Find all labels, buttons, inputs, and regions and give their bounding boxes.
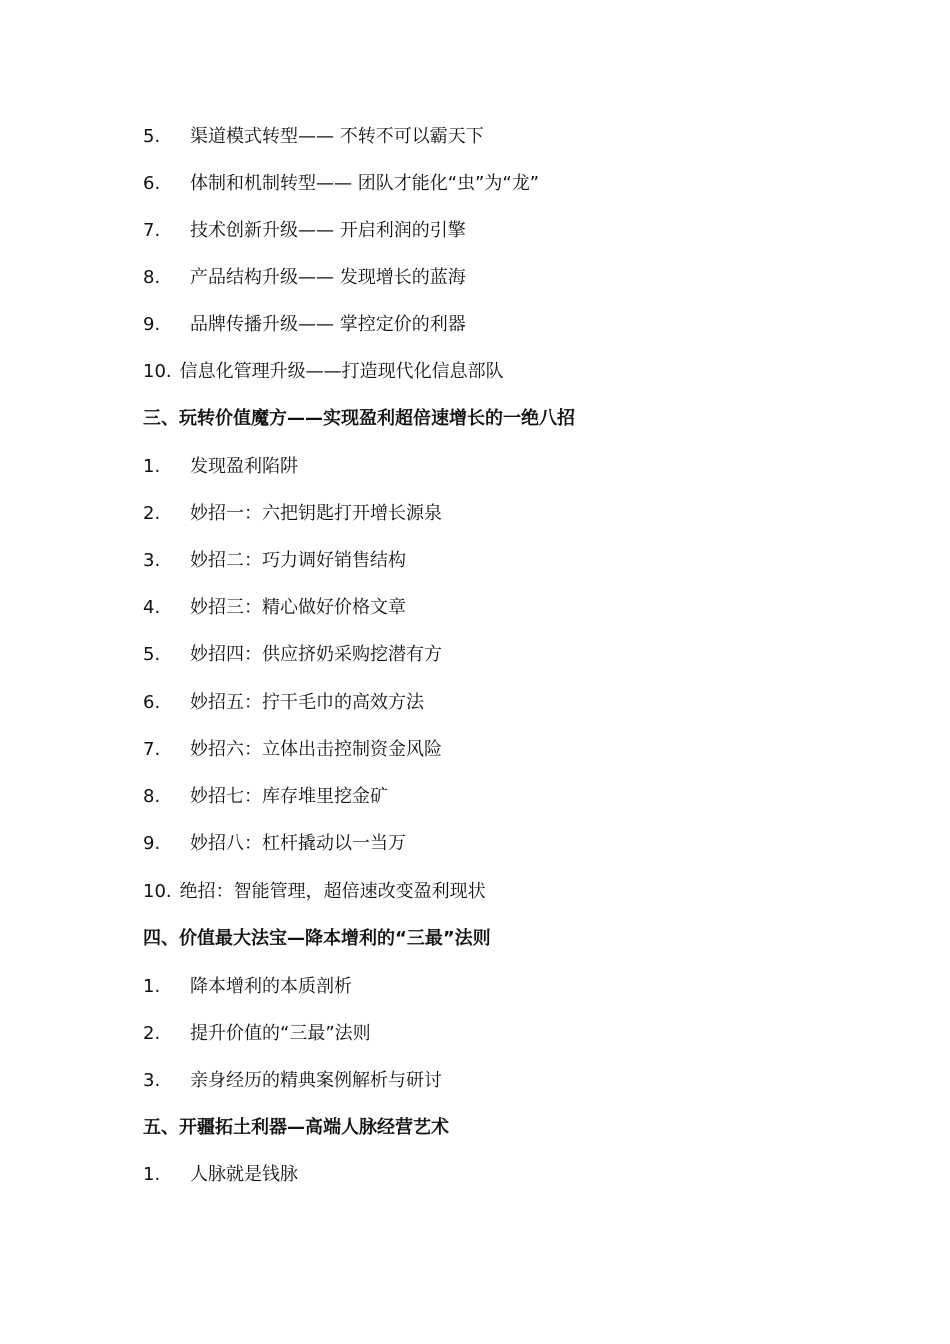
list-text: 妙招一：六把钥匙打开增长源泉 (190, 503, 442, 524)
list-number: 3. (143, 1070, 161, 1091)
list-item (143, 452, 298, 482)
list-item (143, 357, 504, 387)
list-item (143, 593, 406, 623)
list-item (143, 735, 442, 765)
list-number: 9. (143, 314, 161, 335)
list-text: 妙招七：库存堆里挖金矿 (190, 786, 388, 807)
list-item (143, 216, 466, 246)
list-number: 5. (143, 644, 161, 665)
list-text: 绝招：智能管理，超倍速改变盈利现状 (179, 881, 486, 902)
list-item (143, 1019, 371, 1049)
list-item (143, 782, 388, 812)
list-text: 降本增利的本质剖析 (190, 976, 352, 997)
list-text: 妙招四：供应挤奶采购挖潜有方 (190, 644, 442, 665)
list-item (143, 640, 442, 670)
list-item (143, 122, 484, 152)
list-text: 妙招六：立体出击控制资金风险 (190, 739, 442, 760)
list-item (143, 499, 442, 529)
list-item (143, 263, 466, 293)
list-text: 渠道模式转型—— 不转不可以霸天下 (190, 126, 484, 147)
list-number: 1. (143, 976, 161, 997)
list-number: 7. (143, 739, 161, 760)
list-item (143, 972, 352, 1002)
list-text: 品牌传播升级—— 掌控定价的利器 (190, 314, 466, 335)
list-text: 产品结构升级—— 发现增长的蓝海 (190, 267, 466, 288)
list-number: 2. (143, 1023, 161, 1044)
list-text: 人脉就是钱脉 (190, 1164, 298, 1185)
list-item (143, 169, 539, 199)
list-item (143, 688, 424, 718)
list-text: 妙招二：巧力调好销售结构 (190, 550, 406, 571)
section-heading: 三、玩转价值魔方——实现盈利超倍速增长的一绝八招 (143, 408, 575, 429)
list-number: 10. (143, 361, 172, 382)
list-number: 5. (143, 126, 161, 147)
list-item (143, 1066, 442, 1096)
list-number: 8. (143, 786, 161, 807)
list-item (143, 829, 406, 859)
list-number: 7. (143, 220, 161, 241)
list-item (143, 1160, 298, 1190)
list-number: 1. (143, 1164, 161, 1185)
list-text: 信息化管理升级——打造现代化信息部队 (179, 361, 504, 382)
list-number: 6. (143, 173, 161, 194)
list-text: 亲身经历的精典案例解析与研讨 (190, 1070, 442, 1091)
list-number: 8. (143, 267, 161, 288)
section-heading: 四、价值最大法宝—降本增利的“三最”法则 (143, 928, 491, 949)
list-number: 2. (143, 503, 161, 524)
list-number: 6. (143, 692, 161, 713)
list-text: 妙招五：拧干毛巾的高效方法 (190, 692, 424, 713)
list-text: 发现盈利陷阱 (190, 456, 298, 477)
section-heading: 五、开疆拓土利器—高端人脉经营艺术 (143, 1117, 449, 1138)
list-number: 4. (143, 597, 161, 618)
list-number: 10. (143, 881, 172, 902)
list-item (143, 877, 486, 907)
list-item (143, 310, 466, 340)
list-text: 妙招八：杠杆撬动以一当万 (190, 833, 406, 854)
list-text: 提升价值的“三最”法则 (190, 1023, 371, 1044)
list-item (143, 546, 406, 576)
list-number: 3. (143, 550, 161, 571)
list-number: 1. (143, 456, 161, 477)
list-number: 9. (143, 833, 161, 854)
list-text: 体制和机制转型—— 团队才能化“虫”为“龙” (190, 173, 540, 194)
list-text: 技术创新升级—— 开启利润的引擎 (190, 220, 466, 241)
list-text: 妙招三：精心做好价格文章 (190, 597, 406, 618)
